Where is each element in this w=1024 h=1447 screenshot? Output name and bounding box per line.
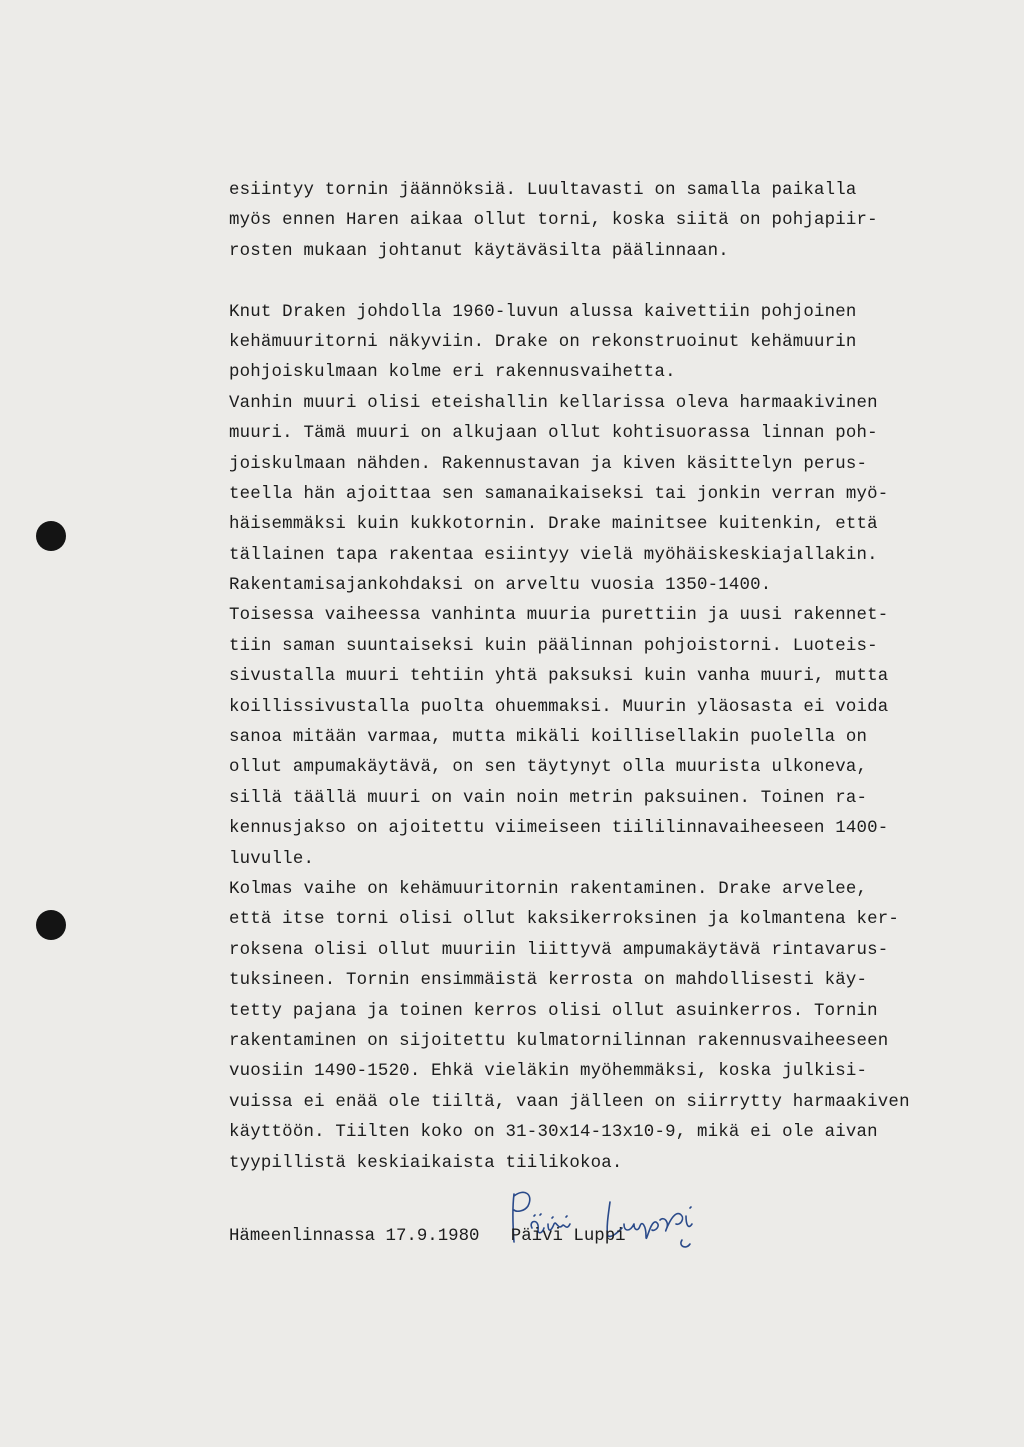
- text-line: tetty pajana ja toinen kerros olisi ollut asuinkerros. Tornin: [229, 1001, 878, 1021]
- text-line: rosten mukaan johtanut käytäväsilta päälinnaan.: [229, 241, 729, 261]
- text-line: Kolmas vaihe on kehämuuritornin rakentaminen. Drake arvelee,: [229, 879, 868, 899]
- text-line: rakentaminen on sijoitettu kulmatornilinnan rakennusvaiheeseen: [229, 1031, 889, 1051]
- text-line: Vanhin muuri olisi eteishallin kellarissa oleva harmaakivinen: [229, 393, 878, 413]
- punch-hole: [36, 521, 66, 551]
- text-line: Knut Draken johdolla 1960-luvun alussa kaivettiin pohjoinen: [229, 302, 857, 322]
- text-line: sivustalla muuri tehtiin yhtä paksuksi kuin vanha muuri, mutta: [229, 667, 889, 687]
- text-line: muuri. Tämä muuri on alkujaan ollut kohtisuorassa linnan poh-: [229, 424, 878, 444]
- text-line: luvulle.: [229, 849, 315, 869]
- text-line: roksena olisi ollut muuriin liittyvä ampumakäytävä rintavarus-: [229, 940, 889, 960]
- text-line: sanoa mitään varmaa, mutta mikäli koillisellakin puolella on: [229, 728, 868, 748]
- text-line: tiin saman suuntaiseksi kuin päälinnan pohjoistorni. Luoteis-: [229, 636, 878, 656]
- author-name: Päivi Luppi: [510, 1227, 626, 1246]
- text-line: pohjoiskulmaan kolme eri rakennusvaihetta.: [229, 363, 676, 383]
- text-line: joiskulmaan nähden. Rakennustavan ja kiven käsittelyn perus-: [229, 454, 868, 474]
- text-line: sillä täällä muuri on vain noin metrin paksuinen. Toinen ra-: [229, 788, 868, 808]
- text-line: esiintyy tornin jäännöksiä. Luultavasti on samalla paikalla: [229, 181, 857, 200]
- text-line: koillissivustalla puolta ohuemmaksi. Muurin yläosasta ei voida: [229, 697, 889, 717]
- text-line: Toisessa vaiheessa vanhinta muuria purettiin ja uusi rakennet-: [229, 606, 889, 626]
- text-line: tällainen tapa rakentaa esiintyy vielä myöhäiskeskiajallakin.: [229, 545, 878, 565]
- text-line: Rakentamisajankohdaksi on arveltu vuosia 1350-1400.: [229, 576, 772, 596]
- text-line: häisemmäksi kuin kukkotornin. Drake mainitsee kuitenkin, että: [229, 515, 878, 535]
- blank-line: [229, 267, 929, 297]
- typed-text-body: [229, 176, 929, 1179]
- text-line: kehämuuritorni näkyviin. Drake on rekonstruoinut kehämuurin: [229, 332, 857, 352]
- text-line: tyypillistä keskiaikaista tiilikokoa.: [229, 1153, 623, 1173]
- punch-hole: [36, 910, 66, 940]
- text-line: ollut ampumakäytävä, on sen täytynyt olla muurista ulkoneva,: [229, 758, 868, 778]
- text-line: vuosiin 1490-1520. Ehkä vieläkin myöhemmäksi, koska julkisi-: [229, 1062, 868, 1082]
- place-and-date: Hämeenlinnassa 17.9.1980: [229, 1227, 480, 1246]
- signature-line: [229, 1222, 626, 1252]
- text-line: tuksineen. Tornin ensimmäistä kerrosta on mahdollisesti käy-: [229, 971, 868, 991]
- text-line: että itse torni olisi ollut kaksikerroksinen ja kolmantena ker-: [229, 910, 900, 930]
- text-line: kennusjakso on ajoitettu viimeiseen tiililinnavaiheeseen 1400-: [229, 819, 889, 839]
- text-line: teella hän ajoittaa sen samanaikaiseksi tai jonkin verran myö-: [229, 484, 889, 504]
- text-line: vuissa ei enää ole tiiltä, vaan jälleen on siirrytty harmaakiven: [229, 1092, 910, 1112]
- text-line: käyttöön. Tiilten koko on 31-30x14-13x10-9, mikä ei ole aivan: [229, 1123, 878, 1143]
- text-line: myös ennen Haren aikaa ollut torni, koska siitä on pohjapiir-: [229, 211, 878, 231]
